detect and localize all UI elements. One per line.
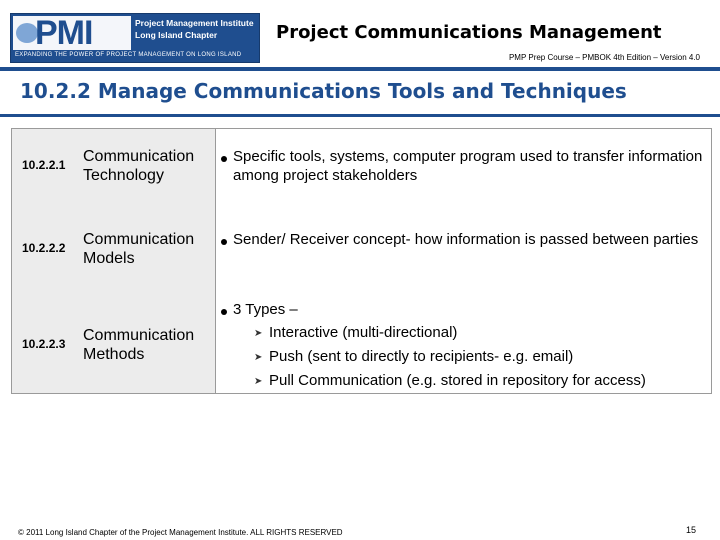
arrow-bullet-icon: ➤ xyxy=(254,328,263,339)
row-number: 10.2.2.2 xyxy=(22,241,66,255)
sub-item: Push (sent to directly to recipients- e.g. email) xyxy=(269,348,574,365)
tools-table xyxy=(11,128,712,394)
row-label: Communication Models xyxy=(83,231,195,267)
row-number: 10.2.2.3 xyxy=(22,337,66,351)
page-number: 15 xyxy=(685,525,696,535)
logo-org-name: Project Management Institute xyxy=(135,18,254,28)
header-title: Project Communications Management xyxy=(276,22,662,43)
pmi-logo xyxy=(10,13,260,63)
logo-chapter-name: Long Island Chapter xyxy=(135,30,218,40)
row-number: 10.2.2.1 xyxy=(22,158,66,172)
pmi-logo-mark xyxy=(13,16,131,50)
bullet-icon xyxy=(221,156,227,162)
title-divider xyxy=(0,114,720,117)
row-label: Communication Methods xyxy=(83,327,195,363)
pmi-logo-text: PMI xyxy=(35,14,93,52)
arrow-bullet-icon: ➤ xyxy=(254,352,263,363)
header-divider xyxy=(0,67,720,71)
arrow-bullet-icon: ➤ xyxy=(254,376,263,387)
bullet-icon xyxy=(221,239,227,245)
header-subtitle: PMP Prep Course – PMBOK 4th Edition – Version 4.0 xyxy=(508,53,700,62)
row-description: Sender/ Receiver concept- how information is passed between parties xyxy=(233,231,699,248)
footer-copyright: © 2011 Long Island Chapter of the Project Management Institute. ALL RIGHTS RESERVED xyxy=(18,528,343,537)
bullet-icon xyxy=(221,309,227,315)
sub-item: Pull Communication (e.g. stored in repository for access) xyxy=(269,372,646,389)
logo-tagline: EXPANDING THE POWER OF PROJECT MANAGEMENT ON LONG ISLAND xyxy=(15,52,242,58)
row-label: Communication Technology xyxy=(83,148,195,184)
sub-item: Interactive (multi-directional) xyxy=(269,324,458,341)
row-description: 3 Types – xyxy=(233,301,298,318)
slide-title: 10.2.2 Manage Communications Tools and Techniques xyxy=(20,79,627,103)
row-description: Specific tools, systems, computer program used to transfer information among project stakeholders xyxy=(233,148,703,184)
